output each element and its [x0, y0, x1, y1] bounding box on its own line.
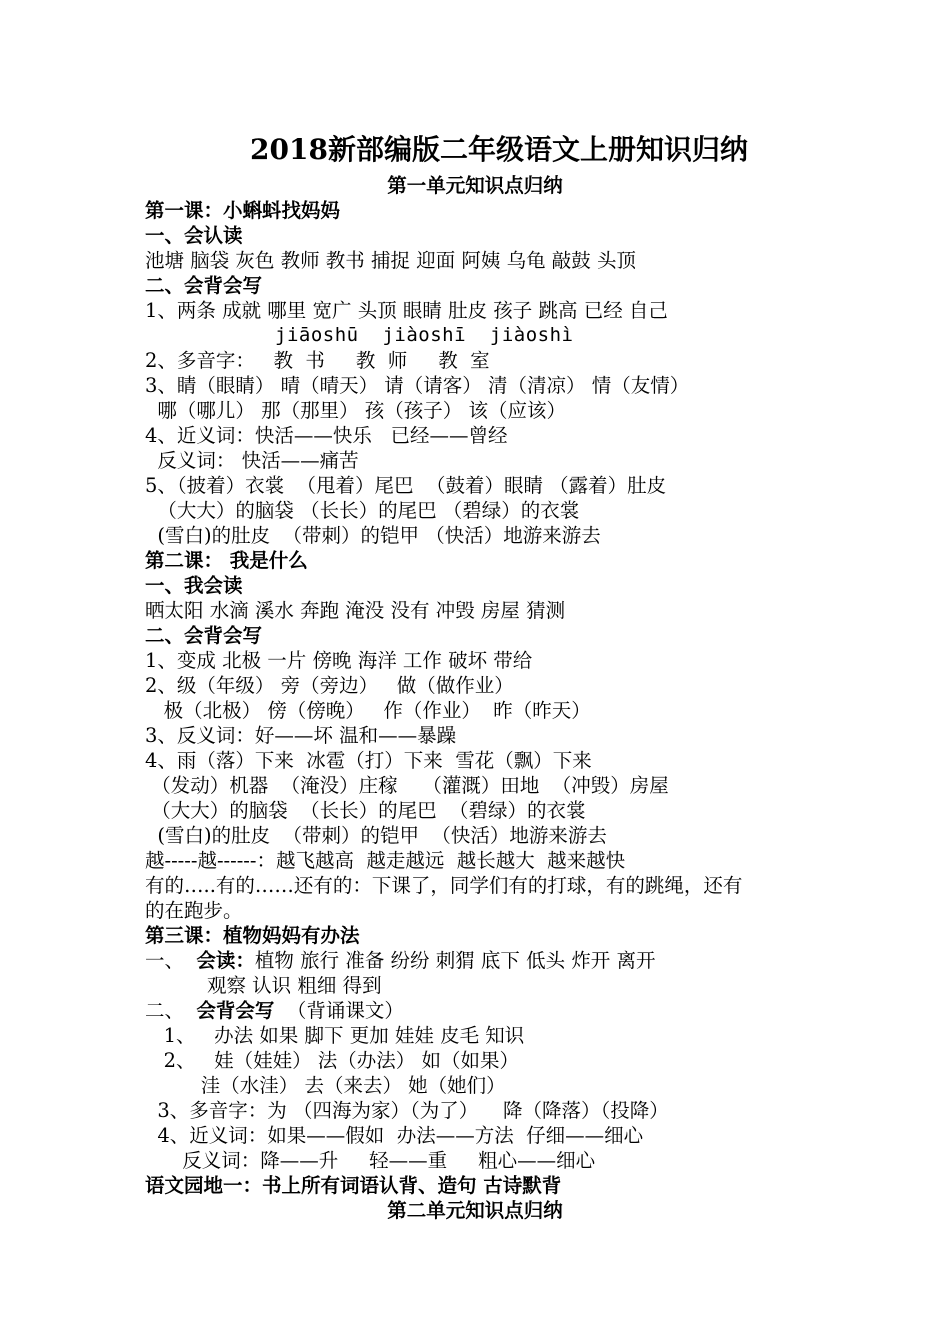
lesson-1-line-2: 2、多音字： 教 书 教 师 教 室: [145, 349, 490, 372]
lesson-1-line-3: 3、睛（眼睛） 晴（晴天） 请（请客） 清（清凉） 情（友情）: [145, 374, 690, 397]
lesson-1-read-heading: 一、会认读: [145, 224, 243, 247]
lesson-1-pinyin: jiāoshū jiàoshī jiàoshì: [275, 324, 574, 346]
lesson-3-write-note: （背诵课文）: [274, 999, 404, 1022]
lesson-1-heading: 第一课：小蝌蚪找妈妈: [145, 199, 341, 222]
unit-2-heading: 第二单元知识点归纳: [387, 1199, 563, 1222]
lesson-1-line-1: 1、两条 成就 哪里 宽广 头顶 眼睛 肚皮 孩子 跳高 已经 自己: [145, 299, 668, 322]
lesson-3-line-2: [145, 998, 404, 1023]
lesson-3-line-3: 1、 办法 如果 脚下 更加 娃娃 皮毛 知识: [145, 1024, 525, 1047]
lesson-3-line-1b: 观察 认识 粗细 得到: [145, 974, 382, 997]
lesson-3-line-1: [145, 948, 656, 973]
lesson-2-read-words: 晒太阳 水滴 溪水 奔跑 淹没 没有 冲毁 房屋 猜测: [145, 599, 566, 622]
lesson-2-line-4c: （大大）的脑袋 （长长）的尾巴 （碧绿）的衣裳: [145, 799, 586, 822]
lesson-3-line-4: 2、 娃（娃娃） 法（办法） 如（如果）: [145, 1049, 519, 1072]
lesson-3-line-1-prefix: 一、: [145, 949, 197, 972]
lesson-2-line-6b: 的在跑步。: [145, 899, 243, 922]
lesson-2-line-4d: (雪白)的肚皮 （带刺）的铠甲 （快活）地游来游去: [145, 824, 607, 847]
lesson-1-read-words: 池塘 脑袋 灰色 教师 教书 捕捉 迎面 阿姨 乌龟 敲鼓 头顶: [145, 249, 636, 272]
document-title: 2018新部编版二年级语文上册知识归纳: [250, 133, 748, 166]
lesson-3-line-4b: 洼（水洼） 去（来去） 她（她们）: [145, 1074, 506, 1097]
lesson-1-write-heading: 二、会背会写: [145, 274, 263, 297]
language-garden-note: 语文园地一：书上所有词语认背、造句 古诗默背: [145, 1174, 562, 1197]
lesson-2-line-2b: 极（北极） 傍（傍晚） 作（作业） 昨（昨天）: [145, 699, 591, 722]
lesson-1-line-4: 4、近义词：快活——快乐 已经——曾经: [145, 424, 508, 447]
lesson-2-line-4: 4、雨（落）下来 冰雹（打）下来 雪花（飘）下来: [145, 749, 592, 772]
lesson-1-line-4b: 反义词： 快活——痛苦: [145, 449, 359, 472]
lesson-2-write-heading: 二、会背会写: [145, 624, 263, 647]
lesson-3-line-5: 3、多音字：为 （四海为家）（为了） 降（降落）（投降）: [145, 1099, 669, 1122]
lesson-1-line-3b: 哪（哪儿） 那（那里） 孩（孩子） 该（应该）: [145, 399, 566, 422]
unit-1-heading: 第一单元知识点归纳: [387, 174, 563, 197]
lesson-3-line-6: 4、近义词：如果——假如 办法——方法 仔细——细心: [145, 1124, 644, 1147]
lesson-3-read-words: 植物 旅行 准备 纷纷 刺猬 底下 低头 炸开 离开: [254, 949, 656, 972]
lesson-1-line-5: 5、（披着）衣裳 （甩着）尾巴 （鼓着）眼睛 （露着）肚皮: [145, 474, 667, 497]
lesson-2-line-6: 有的…..有的……还有的：下课了，同学们有的打球，有的跳绳，还有: [145, 874, 743, 897]
lesson-2-line-1: 1、变成 北极 一片 傍晚 海洋 工作 破坏 带给: [145, 649, 533, 672]
lesson-3-read-label: 会读：: [196, 949, 255, 972]
lesson-2-line-2: 2、级（年级） 旁（旁边） 做（做作业）: [145, 674, 514, 697]
lesson-2-line-3: 3、反义词：好——坏 温和——暴躁: [145, 724, 457, 747]
lesson-3-write-label: 会背会写: [196, 999, 275, 1022]
lesson-2-line-4b: （发动）机器 （淹没）庄稼 （灌溉）田地 （冲毁）房屋: [145, 774, 669, 797]
lesson-1-line-5b: （大大）的脑袋 （长长）的尾巴 （碧绿）的衣裳: [145, 499, 580, 522]
lesson-3-heading: 第三课：植物妈妈有办法: [145, 924, 360, 947]
lesson-3-line-2-prefix: 二、: [145, 999, 197, 1022]
lesson-2-read-heading: 一、我会读: [145, 574, 243, 597]
lesson-2-heading: 第二课： 我是什么: [145, 549, 308, 572]
lesson-1-line-5c: (雪白)的肚皮 （带刺）的铠甲 （快活）地游来游去: [145, 524, 601, 547]
lesson-2-line-5: 越-----越------：越飞越高 越走越远 越长越大 越来越快: [145, 849, 626, 872]
lesson-3-line-6b: 反义词：降——升 轻——重 粗心——细心: [145, 1149, 596, 1172]
